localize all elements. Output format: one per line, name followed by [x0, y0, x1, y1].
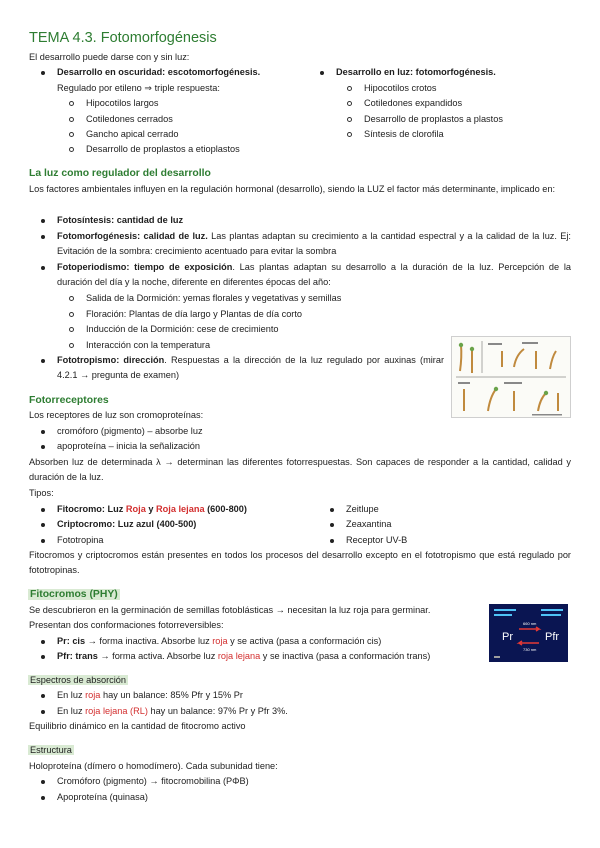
text-run: hay un balance: 85% Pfr y 15% Pr: [100, 690, 243, 700]
section-heading-fotorreceptores: Fotorreceptores: [29, 395, 109, 406]
bullet-dot: [330, 508, 334, 512]
bullet-ring: [69, 147, 74, 152]
light-factor-photoperiodism: [57, 260, 571, 291]
intro-text: El desarrollo puede darse con y sin luz:: [29, 52, 190, 62]
dark-item: Gancho apical cerrado: [86, 129, 179, 139]
highlighted-heading: Espectros de absorción: [30, 675, 127, 685]
red-text: roja: [85, 690, 101, 700]
text-run: En luz: [57, 690, 86, 700]
far-red-wavelength: 730 nm: [523, 647, 537, 652]
section-heading-fitocromos: [28, 587, 120, 602]
dark-item: Hipocotilos largos: [86, 98, 159, 108]
type-fototropina: Fototropina: [57, 535, 104, 545]
estructura-paragraph: Holoproteína (dímero o homodímero). Cada subunidad tiene:: [29, 761, 278, 771]
luz-paragraph: Los factores ambientales influyen en la regulación hormonal (desarrollo), siendo la LUZ el factor más determinante, implicado en:: [29, 184, 556, 194]
bullet-dot: [41, 430, 45, 434]
photoperiod-item: Inducción de la Dormición: cese de crecimiento: [86, 324, 279, 334]
section-heading-estructura: [28, 743, 74, 758]
tipos-label: Tipos:: [29, 488, 54, 498]
bullet-ring: [69, 101, 74, 106]
bullet-dot: [41, 523, 45, 527]
bullet-ring: [69, 132, 74, 137]
bullet-dot: [41, 655, 45, 659]
term-text: . Respuestas a la dirección de la luz regulado por auxinas (mirar 4.2.1 → pregunta de examen): [57, 355, 445, 381]
fotorreceptores-summary: Fitocromos y criptocromos están presentes en todos los procesos del desarrollo excepto en el fototropismo que está regulado por fototropinas.: [29, 550, 571, 576]
fotorreceptores-paragraph: Absorben luz de determinada λ → determinan las diferentes fotorrespuestas. Son capaces de responder a la cantidad, calidad y duración de la luz.: [29, 457, 571, 483]
term-bold: Fotoperiodismo: tiempo de exposición: [57, 262, 233, 272]
text-run: → forma activa. Absorbe luz: [97, 651, 218, 661]
page-title: TEMA 4.3. Fotomorfogénesis: [29, 30, 217, 46]
term-bold: Fotomorfogénesis: calidad de luz.: [57, 231, 208, 241]
bullet-dot: [41, 640, 45, 644]
red-wavelength: 660 nm: [523, 621, 537, 626]
dark-development-heading: Desarrollo en oscuridad: escotomorfogénesis.: [57, 67, 261, 77]
bullet-dot: [41, 780, 45, 784]
bullet-ring: [69, 296, 74, 301]
red-text: Roja lejana: [156, 504, 205, 514]
pr-label: Pr: [502, 631, 513, 643]
dark-item: Cotiledones cerrados: [86, 114, 173, 124]
bullet-ring: [69, 327, 74, 332]
fitocromos-p2: Presentan dos conformaciones fotorreversibles:: [29, 620, 224, 630]
bullet-dot: [41, 508, 45, 512]
bullet-dot: [41, 235, 45, 239]
light-item: Hipocotilos crotos: [364, 83, 437, 93]
bullet-ring: [69, 312, 74, 317]
bullet-dot: [41, 266, 45, 270]
light-item: Desarrollo de proplastos a plastos: [364, 114, 503, 124]
red-text: Roja: [125, 504, 146, 514]
phototropism-figure: [451, 336, 571, 418]
bullet-dot: [41, 359, 45, 363]
conformation-pr: [57, 634, 381, 649]
text-run: y: [145, 504, 157, 514]
bullet-dot: [320, 71, 324, 75]
bullet-dot: [330, 539, 334, 543]
bullet-ring: [69, 117, 74, 122]
term-bold: Pfr: trans: [57, 651, 98, 661]
term-text: . Las plantas adaptan su desarrollo a la duración de la luz. Percepción de la duración del día y la noche, diferente en diferentes épocas del año:: [57, 262, 571, 288]
espectros-summary: Equilibrio dinámico en la cantidad de fitocromo activo: [29, 721, 246, 731]
structure-item: Cromóforo (pigmento) → fitocromobilina (PΦB): [57, 776, 249, 786]
photoperiod-item: Interacción con la temperatura: [86, 340, 211, 350]
text-run: (600-800): [204, 504, 247, 514]
bullet-dot: [41, 219, 45, 223]
chromoprotein-part: cromóforo (pigmento) – absorbe luz: [57, 426, 203, 436]
far-red-arrow: [519, 641, 539, 645]
red-text: roja: [212, 636, 228, 646]
light-item: Cotiledones expandidos: [364, 98, 463, 108]
fotorreceptores-intro: Los receptores de luz son cromoproteínas:: [29, 410, 204, 420]
text-run: y se activa (pasa a conformación cis): [227, 636, 382, 646]
text-run: hay un balance: 97% Pr y Pfr 3%.: [147, 706, 288, 716]
section-heading-luz: La luz como regulador del desarrollo: [29, 168, 211, 179]
bullet-dot: [41, 710, 45, 714]
type-zeaxantina: Zeaxantina: [346, 519, 392, 529]
bullet-dot: [41, 539, 45, 543]
phototropism-diagram: [452, 337, 570, 417]
red-text: roja lejana: [217, 651, 261, 661]
red-text: roja lejana (RL): [85, 706, 148, 716]
dark-item: Desarrollo de proplastos a etioplastos: [86, 144, 240, 154]
bullet-ring: [347, 117, 352, 122]
text-run: Fitocromo: Luz: [57, 504, 126, 514]
text-run: y se inactiva (pasa a conformación trans): [260, 651, 431, 661]
bullet-dot: [41, 445, 45, 449]
text-run: En luz: [57, 706, 86, 716]
photoperiod-item: Floración: Plantas de día largo y Plantas de día corto: [86, 309, 303, 319]
red-arrow: [519, 627, 539, 631]
term-bold: Pr: cis: [57, 636, 86, 646]
bullet-dot: [41, 71, 45, 75]
highlighted-heading: Fitocromos (PHY): [30, 589, 118, 600]
light-factor-photomorphogenesis: [57, 229, 571, 260]
conformation-pfr: [57, 649, 430, 664]
spectrum-red: [57, 688, 243, 703]
type-zeitlupe: Zeitlupe: [346, 504, 379, 514]
type-fitocromo: [57, 502, 247, 517]
chromoprotein-part: apoproteína – inicia la señalización: [57, 441, 201, 451]
text-run: → forma inactiva. Absorbe luz: [85, 636, 213, 646]
dark-development-subtitle: Regulado por etileno ⇒ triple respuesta:: [57, 83, 220, 93]
light-item: Síntesis de clorofila: [364, 129, 444, 139]
phytochrome-figure: [489, 604, 568, 662]
bullet-dot: [41, 694, 45, 698]
light-development-heading: Desarrollo en luz: fotomorfogénesis.: [336, 67, 496, 77]
type-criptocromo: Criptocromo: Luz azul (400-500): [57, 519, 197, 529]
light-factor-phototropism: [57, 353, 444, 384]
bullet-ring: [347, 132, 352, 137]
bullet-ring: [69, 343, 74, 348]
fitocromos-p1: Se descubrieron en la germinación de semillas fotoblásticas → necesitan la luz roja para germinar.: [29, 605, 431, 615]
photoperiod-item: Salida de la Dormición: yemas florales y vegetativas y semillas: [86, 293, 342, 303]
term-bold: Fototropismo: dirección: [57, 355, 165, 365]
bullet-dot: [330, 523, 334, 527]
structure-item: Apoproteína (quinasa): [57, 792, 148, 802]
term-text: Las plantas adaptan su crecimiento a la cantidad espectral y a la calidad de la luz. Ej: Evitación de la sombra: crecimiento acentuado para evitar la sombra: [57, 231, 571, 257]
phytochrome-diagram: [489, 604, 568, 662]
highlighted-heading: Estructura: [30, 745, 72, 755]
pfr-label: Pfr: [545, 631, 560, 643]
light-factor-photosynthesis: Fotosíntesis: cantidad de luz: [57, 215, 184, 225]
spectrum-far-red: [57, 704, 288, 719]
bullet-dot: [41, 796, 45, 800]
section-heading-espectros: [28, 673, 128, 688]
bullet-ring: [347, 101, 352, 106]
type-uvb: Receptor UV-B: [346, 535, 408, 545]
bullet-ring: [347, 86, 352, 91]
